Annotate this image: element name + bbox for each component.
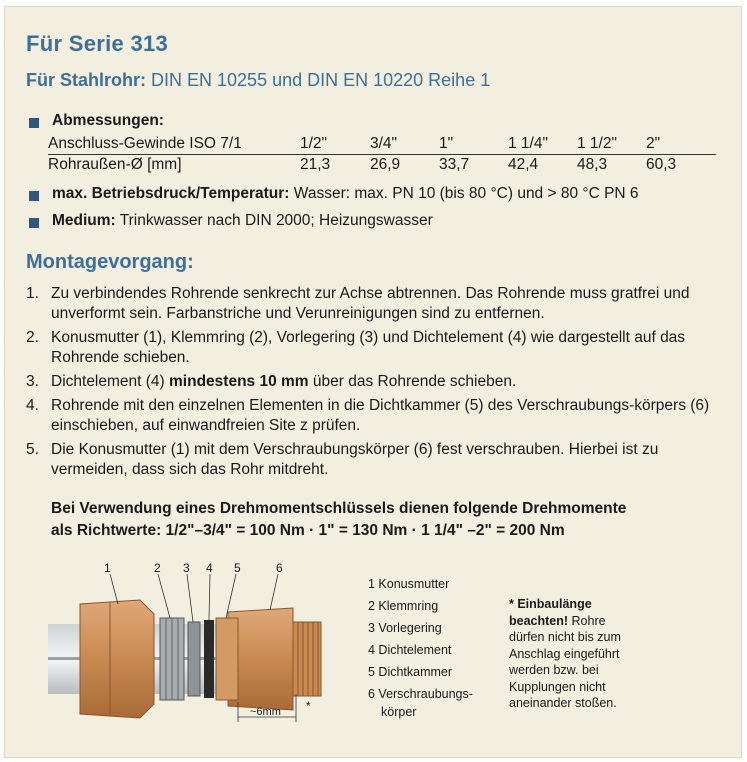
asterisk-label: * <box>306 699 311 713</box>
table-cell: 21,3 <box>300 156 331 173</box>
table-cell: 60,3 <box>646 156 677 173</box>
legend-item: 1 Konusmutter <box>368 577 450 591</box>
subtitle-text: DIN EN 10255 und DIN EN 10220 Reihe 1 <box>151 70 491 90</box>
step-number: 2. <box>26 329 39 346</box>
bullet-icon <box>29 191 39 201</box>
table-cell: 2" <box>646 134 716 155</box>
table-cell: 33,7 <box>439 156 470 173</box>
table-cell: 1" <box>439 134 508 155</box>
list-item <box>26 440 726 480</box>
list-item <box>26 328 726 368</box>
torque-note <box>51 498 626 542</box>
step-emphasis: mindestens 10 mm <box>169 373 309 390</box>
pressure-label: max. Betriebsdruck/Temperatur: <box>52 185 290 202</box>
callout-label: 2 <box>154 562 161 575</box>
table-cell: 26,9 <box>370 156 401 173</box>
callout-label: 4 <box>206 562 213 575</box>
list-item <box>26 284 726 324</box>
table-row <box>48 155 716 176</box>
list-item <box>26 372 726 392</box>
medium-line <box>52 212 433 230</box>
page-title: Für Serie 313 <box>26 31 169 56</box>
note-text: Rohre dürfen nicht bis zum Anschlag eingeführt werden bzw. bei Kupplungen nicht aneinander stoßen. <box>509 613 621 710</box>
legend-item: 5 Dichtkammer <box>368 665 453 679</box>
table-cell: 3/4" <box>370 134 439 155</box>
seal-shape <box>204 620 214 698</box>
table-cell: 1 1/4" <box>508 134 577 155</box>
thread-end-shape <box>293 622 321 696</box>
subtitle-label: Für Stahlrohr: <box>26 70 146 90</box>
torque-line-1: Bei Verwendung eines Drehmomentschlüssels dienen folgende Drehmomente <box>51 500 627 517</box>
legend <box>368 573 473 721</box>
fitting-diagram <box>38 562 358 732</box>
nut-shape <box>80 600 154 718</box>
callout-label: 5 <box>234 562 241 575</box>
medium-label: Medium: <box>52 212 116 229</box>
step-text: Dichtelement (4) <box>51 373 170 390</box>
pressure-line <box>52 185 639 203</box>
table-cell: 1/2" <box>300 134 370 155</box>
medium-text: Trinkwasser nach DIN 2000; Heizungswasser <box>119 212 433 229</box>
installation-note <box>509 596 634 712</box>
table-cell: 1 1/2" <box>577 134 646 155</box>
step-text: Konusmutter (1), Klemmring (2), Vorlegering (3) und Dichtelement (4) wie dargestellt auf das Rohrende schieben. <box>51 329 686 366</box>
legend-item: 4 Dichtelement <box>368 643 452 657</box>
step-number: 4. <box>26 397 39 414</box>
dimension-label: ~6mm <box>250 706 281 718</box>
callout-label: 1 <box>104 562 111 575</box>
assembly-heading: Montagevorgang: <box>26 251 194 273</box>
bullet-icon <box>29 118 39 128</box>
legend-item: körper <box>381 705 417 719</box>
dimensions-heading: Abmessungen: <box>52 112 164 129</box>
legend-item: 6 Verschraubungs- <box>368 687 473 701</box>
callout-label: 3 <box>183 562 190 575</box>
table-cell: 48,3 <box>577 156 608 173</box>
step-number: 3. <box>26 373 39 390</box>
table-cell: 42,4 <box>508 156 539 173</box>
step-text: Zu verbindendes Rohrende senkrecht zur Achse abtrennen. Das Rohrende muss gratfrei und unverformt sein. Farbanstriche und Verunreinigungen sind zu entfernen. <box>51 285 690 322</box>
legend-item: 3 Vorlegering <box>368 621 442 635</box>
pressure-text: Wasser: max. PN 10 (bis 80 °C) und > 80 °C PN 6 <box>293 185 639 202</box>
ring-shape <box>188 622 200 696</box>
bullet-icon <box>29 218 39 228</box>
step-number: 5. <box>26 441 39 458</box>
list-item <box>26 396 726 436</box>
table-cell: Anschluss-Gewinde ISO 7/1 <box>48 134 300 155</box>
step-text: über das Rohrende schieben. <box>308 373 517 390</box>
body-shape <box>228 608 300 710</box>
callout-label: 6 <box>276 562 283 575</box>
table-row <box>48 134 716 155</box>
step-text: Rohrende mit den einzelnen Elementen in die Dichtkammer (5) des Verschraubungs-körpers (6) einschieben, auf einwandfreien Site z prüfen. <box>51 397 710 434</box>
chamber-shape <box>216 618 238 700</box>
dimensions-table <box>48 134 716 175</box>
subtitle <box>26 70 490 91</box>
note-heading: * Einbaulänge beachten! <box>509 597 592 628</box>
step-number: 1. <box>26 285 39 302</box>
step-text: Die Konusmutter (1) mit dem Verschraubungskörper (6) fest verschrauben. Hierbei ist zu vermeiden, dass sich das Rohr mitdreht. <box>51 441 659 478</box>
legend-item: 2 Klemmring <box>368 599 439 613</box>
table-cell: Rohraußen-Ø [mm] <box>48 156 182 173</box>
steps-list <box>26 284 726 484</box>
torque-line-2: als Richtwerte: 1/2"–3/4" = 100 Nm · 1" = 130 Nm · 1 1/4" –2" = 200 Nm <box>51 522 565 539</box>
